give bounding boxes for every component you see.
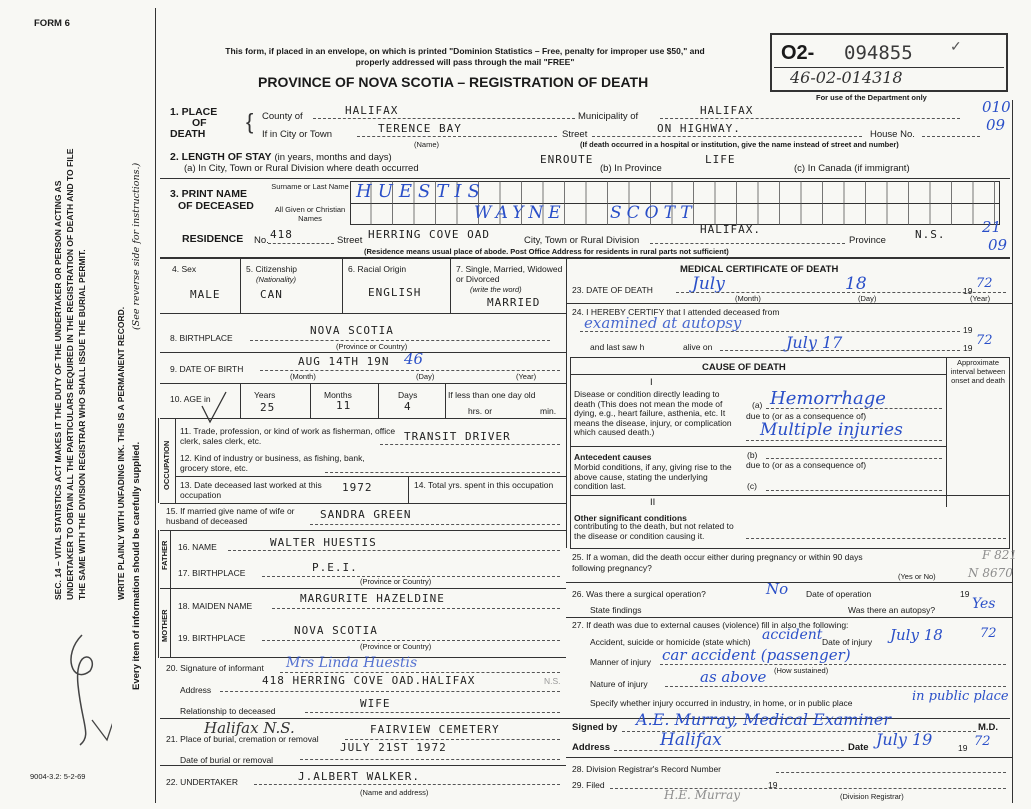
margin-handwriting: [52, 615, 112, 755]
form-code: 9004-3.2: 5-2-69: [30, 772, 86, 781]
cause-I: I: [650, 377, 653, 388]
age-hrs: hrs. or: [468, 406, 493, 416]
signed-yr: 72: [974, 734, 991, 749]
occ-11-label: 11. Trade, profession, or kind of work as fisherman, office clerk, sales clerk, etc.: [180, 426, 396, 446]
birthplace-label: 8. BIRTHPLACE: [170, 333, 233, 343]
manner-line: [660, 664, 1006, 665]
mother-side: MOTHER: [160, 609, 169, 642]
autopsy-label: Was there an autopsy?: [848, 605, 936, 615]
death-day: 18: [845, 274, 867, 294]
cause-sep-2: [570, 495, 1010, 496]
due-to-1: due to (or as a consequence of): [746, 411, 867, 421]
age-div3: [378, 383, 379, 418]
given-value-2: SCOTT: [610, 203, 697, 223]
mother-bp-label: 19. BIRTHPLACE: [178, 633, 246, 643]
occ-inner: [175, 418, 176, 503]
res-prov-label: Province: [849, 235, 886, 246]
place-code-1: 010: [982, 98, 1011, 116]
father-name-value: WALTER HUESTIS: [270, 536, 377, 549]
burial-hand: Halifax N.S.: [204, 719, 295, 737]
operation-date-label: Date of operation: [806, 589, 872, 599]
specify-label: Specify whether injury occurred in industry, in home, or in public place: [590, 698, 853, 708]
divider-22: [160, 765, 566, 766]
spouse-line: [310, 524, 560, 525]
signed-address-line: [614, 750, 844, 751]
nature-value: as above: [700, 668, 767, 686]
parent-left: [158, 530, 159, 658]
sex-value: MALE: [190, 288, 221, 301]
death-date-label: 23. DATE OF DEATH: [572, 285, 653, 295]
dept-use: For use of the Department only: [816, 93, 927, 102]
pregnancy-yesno: (Yes or No): [898, 572, 936, 581]
age-div2: [310, 383, 311, 418]
birthplace-line: [250, 340, 550, 341]
last-line: [720, 350, 960, 351]
occ-11-value: TRANSIT DRIVER: [404, 430, 511, 443]
divider-18: [160, 588, 566, 589]
divider-16: [160, 530, 566, 531]
dob-line: [260, 370, 560, 371]
nature-label: Nature of injury: [590, 679, 648, 689]
divider-8: [160, 313, 566, 314]
dob-month: (Month): [290, 372, 316, 381]
residence-label: RESIDENCE: [182, 233, 244, 245]
operation-19: 19: [960, 589, 970, 599]
cause-a2-line: [746, 440, 942, 441]
due-to-2: due to (or as a consequence of): [746, 460, 867, 470]
margin-instruction: SEC. 14 – VITAL STATISTICS ACT MAKES IT THE DUTY OF THE UNDERTAKER OR PERSON ACTING AS UNDERTAKER TO OBTAIN ALL THE PARTICULARS REQUIRED IN THE REGISTRATION OF DEATH AND TO FILE THE SAME WITH THE DIVISION REGISTRAR WHO SHALL ISSUE THE BURIAL PERMIT.: [53, 148, 87, 600]
other-sub: contributing to the death, but not related to the disease or condition causing it.: [574, 521, 734, 541]
how-sub: (How sustained): [774, 666, 829, 675]
nature-line: [665, 686, 1006, 687]
age-lt-label: If less than one day old: [448, 390, 536, 400]
brace-icon: {: [246, 109, 254, 134]
age-months-label: Months: [324, 390, 352, 400]
stay-c-label: (c) In Canada (if immigrant): [794, 163, 910, 174]
dob-year: (Year): [516, 372, 537, 381]
cause-sep: [570, 446, 946, 447]
antecedent-label: Antecedent causes: [574, 452, 652, 462]
margin-ink-notice: WRITE PLAINLY WITH UNFADING INK. THIS IS A PERMANENT RECORD.: [116, 306, 126, 600]
header-notice: This form, if placed in an envelope, on which is printed "Dominion Statistics – Free, penalty for improper use $50," and properly addressed will pass through the mail "FREE": [225, 46, 705, 67]
given-value-1: WAYNE: [474, 203, 566, 223]
cause-b-line: [766, 458, 942, 459]
cause-a2-value: Multiple injuries: [760, 420, 903, 440]
res-city-label: City, Town or Rural Division: [524, 235, 640, 246]
county-value: HALIFAX: [345, 104, 399, 117]
dob-value: AUG 14TH 19N: [298, 355, 390, 368]
county-label: County of: [262, 111, 303, 122]
place-code-2: 09: [986, 116, 1006, 134]
injury-yr: 72: [980, 626, 997, 641]
street-label: Street: [562, 129, 588, 140]
dob-label: 9. DATE OF BIRTH: [170, 364, 244, 374]
medical-title: MEDICAL CERTIFICATE OF DEATH: [680, 264, 839, 275]
occ-13-label: 13. Date deceased last worked at this occupation: [180, 480, 322, 500]
last-19: 19: [963, 343, 973, 353]
hospital-note: (If death occurred in a hospital or institution, give the name instead of street and number): [580, 140, 899, 149]
undertaker-label: 22. UNDERTAKER: [166, 777, 238, 787]
form-number: FORM 6: [34, 18, 70, 29]
spouse-label: 15. If married give name of wife or husband of deceased: [166, 506, 295, 526]
street-line: [592, 136, 862, 137]
signed-date: July 19: [876, 730, 933, 749]
occ-div: [175, 476, 566, 477]
signed-label: Signed by: [572, 722, 618, 733]
mother-bp-value: NOVA SCOTIA: [294, 624, 378, 637]
filed-label: 29. Filed: [572, 780, 605, 790]
res-code: 21: [982, 218, 1002, 236]
stay-sub: (in years, months and days): [274, 152, 392, 163]
pregnancy-label: 25. If a woman, did the death occur either during pregnancy or within 90 days following pregnancy?: [572, 552, 863, 573]
street-value: ON HIGHWAY.: [657, 122, 741, 135]
surgery-value: No: [766, 580, 789, 598]
age-min: min.: [540, 406, 557, 416]
manner-label: Manner of injury: [590, 657, 651, 667]
burial-date-value: JULY 21ST 1972: [340, 741, 447, 754]
county-line: [313, 118, 575, 119]
marital-value: MARRIED: [487, 296, 541, 309]
r4-div2: [342, 258, 343, 313]
age-days-value: 4: [404, 400, 412, 413]
signed-date-label: Date: [848, 742, 869, 753]
header-title: PROVINCE OF NOVA SCOTIA – REGISTRATION OF DEATH: [258, 74, 649, 90]
external-label: 27. If death was due to external causes (violence) fill in also the following:: [572, 620, 849, 630]
muni-label: Municipality of: [578, 111, 639, 122]
divider-10: [160, 383, 566, 384]
informant-addr-label: Address: [180, 685, 212, 695]
cause-a-value: Hemorrhage: [770, 388, 886, 409]
age-years-label: Years: [254, 390, 276, 400]
stay-b-value: LIFE: [705, 153, 736, 166]
informant-rel-value: WIFE: [360, 697, 391, 710]
stay-label: 2. LENGTH OF STAY: [170, 151, 272, 163]
res-no-line: [268, 243, 334, 244]
house-label: House No.: [870, 129, 915, 140]
death-yr: 72: [976, 276, 993, 291]
registrar-number-label: 28. Division Registrar's Record Number: [572, 764, 722, 774]
divider-26: [566, 582, 1012, 583]
last-saw-date: July 17: [786, 333, 843, 352]
dob-day: (Day): [416, 372, 435, 381]
occupation-side: OCCUPATION: [162, 440, 171, 490]
other-line: [746, 538, 1006, 539]
attend-value: examined at autopsy: [584, 314, 742, 332]
occ-12-label: 12. Kind of industry or business, as fishing, bank, grocery store, etc.: [180, 453, 365, 473]
birthplace-sub: (Province or Country): [336, 342, 408, 351]
divider-4: [160, 257, 1010, 259]
marital-sub: (write the word): [470, 285, 522, 294]
spouse-value: SANDRA GREEN: [320, 508, 412, 521]
burial-date-line: [300, 759, 560, 760]
mother-bp-sub: (Province or Country): [360, 642, 432, 651]
frame-right: [1012, 100, 1013, 803]
stay-b-label: (b) In Province: [600, 163, 662, 174]
cause-a: (a): [752, 400, 763, 410]
state-findings: State findings: [590, 605, 642, 615]
father-bp-label: 17. BIRTHPLACE: [178, 568, 246, 578]
cause-title-line: [570, 374, 946, 375]
divider-28: [566, 757, 1012, 758]
death-day-sub: (Day): [858, 294, 877, 303]
death-month: July: [692, 274, 725, 294]
city-value: TERENCE BAY: [378, 122, 462, 135]
city-label: If in City or Town: [262, 129, 333, 140]
undertaker-sub: (Name and address): [360, 788, 429, 797]
father-side: FATHER: [160, 540, 169, 570]
cause-II: II: [650, 497, 656, 508]
mother-maiden-value: MARGURITE HAZELDINE: [300, 592, 445, 605]
mother-maiden-line: [272, 608, 560, 609]
mother-bp-line: [262, 640, 560, 641]
divider-3: [160, 178, 1010, 179]
burial-date-label: Date of burial or removal: [180, 755, 274, 765]
res-street-label: Street: [337, 235, 363, 246]
cit-value: CAN: [260, 288, 283, 301]
accident-label: Accident, suicide or homicide (state which): [590, 637, 751, 647]
reg-number: 094855: [844, 42, 913, 64]
stay-a-label: (a) In City, Town or Rural Division where death occurred: [184, 163, 419, 174]
last-yr: 72: [976, 333, 993, 348]
manner-value: car accident (passenger): [662, 646, 851, 664]
burial-label: 21. Place of burial, cremation or removal: [166, 734, 319, 744]
frame-left: [155, 8, 156, 803]
undertaker-value: J.ALBERT WALKER.: [298, 770, 420, 783]
house-line: [922, 136, 980, 137]
cause-b: (b): [747, 450, 758, 460]
pencil-note-2: N 8670: [968, 566, 1013, 580]
deceased-label: 3. PRINT NAME OF DECEASED: [170, 188, 254, 212]
res-street-value: HERRING COVE OAD: [368, 228, 490, 241]
res-no-label: No.: [254, 235, 269, 246]
occ-13-div: [408, 476, 409, 503]
divider-15: [160, 503, 566, 504]
res-no-value: 418: [270, 228, 293, 241]
surname-value: HUESTIS: [356, 181, 486, 202]
age-days-label: Days: [398, 390, 418, 400]
specify-value: in public place: [912, 689, 1009, 704]
occ-11-line: [380, 444, 560, 445]
residence-note: (Residence means usual place of abode. Post Office Address for residents in rural parts not sufficient): [364, 247, 729, 256]
disease-label: Disease or condition directly leading to death (This does not mean the mode of dying, e.g., heart failure, asthenia, etc. It means the disease, injury, or complication which caused death.): [574, 389, 732, 437]
registrar-sub: (Division Registrar): [840, 792, 904, 801]
reg-hand-number: 46-02-014318: [790, 68, 903, 87]
informant-sig-label: 20. Signature of informant: [166, 663, 264, 673]
reg-check-icon: ✓: [950, 38, 962, 54]
other-label: Other significant conditions: [574, 513, 687, 523]
registrar-pencil: H.E. Murray: [664, 788, 741, 802]
informant-addr-tail: N.S.: [544, 676, 561, 686]
signed-sig: A.E. Murray, Medical Examiner: [636, 710, 891, 729]
last-saw-label: and last saw h: [590, 342, 645, 352]
father-bp-value: P.E.I.: [312, 561, 358, 574]
dob-hand: 46: [404, 350, 424, 368]
parent-inner: [170, 530, 171, 658]
occ-14-label: 14. Total yrs. spent in this occupation: [414, 480, 554, 490]
race-value: ENGLISH: [368, 286, 422, 299]
birthplace-value: NOVA SCOTIA: [310, 324, 394, 337]
injury-date-label: Date of injury: [822, 637, 873, 647]
filed-19: 19: [768, 780, 778, 790]
muni-value: HALIFAX: [700, 104, 754, 117]
informant-sig: Mrs Linda Huestis: [286, 655, 418, 671]
city-line: [357, 136, 557, 137]
mother-maiden-label: 18. MAIDEN NAME: [178, 601, 253, 611]
sex-label: 4. Sex: [172, 264, 197, 274]
res-code-2: 09: [988, 236, 1008, 254]
cit-label: 5. Citizenship: [246, 264, 298, 274]
certify-label: 24. I HEREBY CERTIFY that I attended deceased from: [572, 307, 780, 317]
col-divider: [566, 258, 567, 548]
occ-13-value: 1972: [342, 481, 373, 494]
death-19: 19: [963, 286, 973, 296]
informant-rel-line: [305, 712, 560, 713]
father-bp-sub: (Province or Country): [360, 577, 432, 586]
occ-12-line: [325, 472, 560, 473]
injury-date-value: July 18: [890, 626, 943, 644]
reg-prefix: O2-: [781, 42, 815, 64]
attend-19: 19: [963, 325, 973, 335]
name-sub-label: (Name): [414, 140, 440, 149]
surgery-label: 26. Was there a surgical operation?: [572, 589, 706, 599]
pencil-note-1: F 821: [982, 548, 1018, 562]
signed-19: 19: [958, 743, 968, 753]
signed-address-label: Address: [572, 742, 611, 753]
divider-9: [160, 352, 566, 353]
burial-line: [345, 739, 560, 740]
r4-div3: [450, 258, 451, 313]
cause-c: (c): [747, 481, 757, 491]
death-year-sub: (Year): [970, 294, 991, 303]
marital-label: 7. Single, Married, Widowed or Divorced: [456, 264, 563, 284]
muni-line: [660, 118, 960, 119]
divider-24: [566, 303, 1012, 304]
undertaker-line: [254, 784, 560, 785]
r4-div1: [240, 258, 241, 313]
margin-every-item: Every item of information should be carefully supplied.: [131, 441, 142, 690]
divider-27: [566, 617, 1012, 618]
age-check-icon: [200, 390, 230, 426]
signed-address: Halifax: [660, 730, 722, 750]
informant-addr-line: [220, 691, 560, 692]
cause-c-line: [766, 490, 942, 491]
stay-a-value: ENROUTE: [540, 153, 594, 166]
interval-label: Approximate interval between onset and death: [950, 358, 1006, 385]
death-date-line: [676, 292, 1006, 293]
age-months-value: 11: [336, 399, 352, 412]
cause-title: CAUSE OF DEATH: [702, 362, 786, 373]
antecedent-sub: Morbid conditions, if any, giving rise to the above cause, stating the underlying condition last.: [574, 462, 732, 491]
place-label: 1. PLACE OF DEATH: [170, 106, 218, 140]
autopsy-value: Yes: [972, 596, 996, 612]
father-name-line: [228, 550, 560, 551]
burial-place-value: FAIRVIEW CEMETERY: [370, 723, 500, 736]
res-city-value: HALIFAX.: [700, 223, 761, 236]
cause-a-line: [766, 408, 942, 409]
father-name-label: 16. NAME: [178, 542, 217, 552]
registrar-number-line: [776, 772, 1006, 773]
death-month-sub: (Month): [735, 294, 761, 303]
cit-sub: (Nationality): [256, 275, 297, 284]
surname-label: Surname or Last Name: [271, 182, 349, 191]
attend-line: [580, 331, 960, 332]
md-label: M.D.: [978, 722, 999, 733]
res-prov-value: N.S.: [915, 228, 946, 241]
margin-see-reverse: (See reverse side for instructions.): [131, 162, 142, 330]
age-label: 10. AGE in: [170, 394, 211, 404]
divider-11: [160, 418, 566, 419]
age-div4: [445, 383, 446, 418]
res-city-line: [650, 243, 845, 244]
age-div1: [240, 383, 241, 418]
accident-value: accident: [762, 627, 823, 643]
informant-rel-label: Relationship to deceased: [180, 706, 276, 716]
informant-sig-line: [280, 672, 560, 673]
given-label: All Given or Christian Names: [274, 205, 346, 223]
race-label: 6. Racial Origin: [348, 264, 407, 274]
informant-addr-value: 418 HERRING COVE OAD.HALIFAX: [262, 674, 476, 687]
occ-left: [158, 418, 159, 503]
age-years-value: 25: [260, 401, 276, 414]
alive-label: alive on: [683, 342, 713, 352]
